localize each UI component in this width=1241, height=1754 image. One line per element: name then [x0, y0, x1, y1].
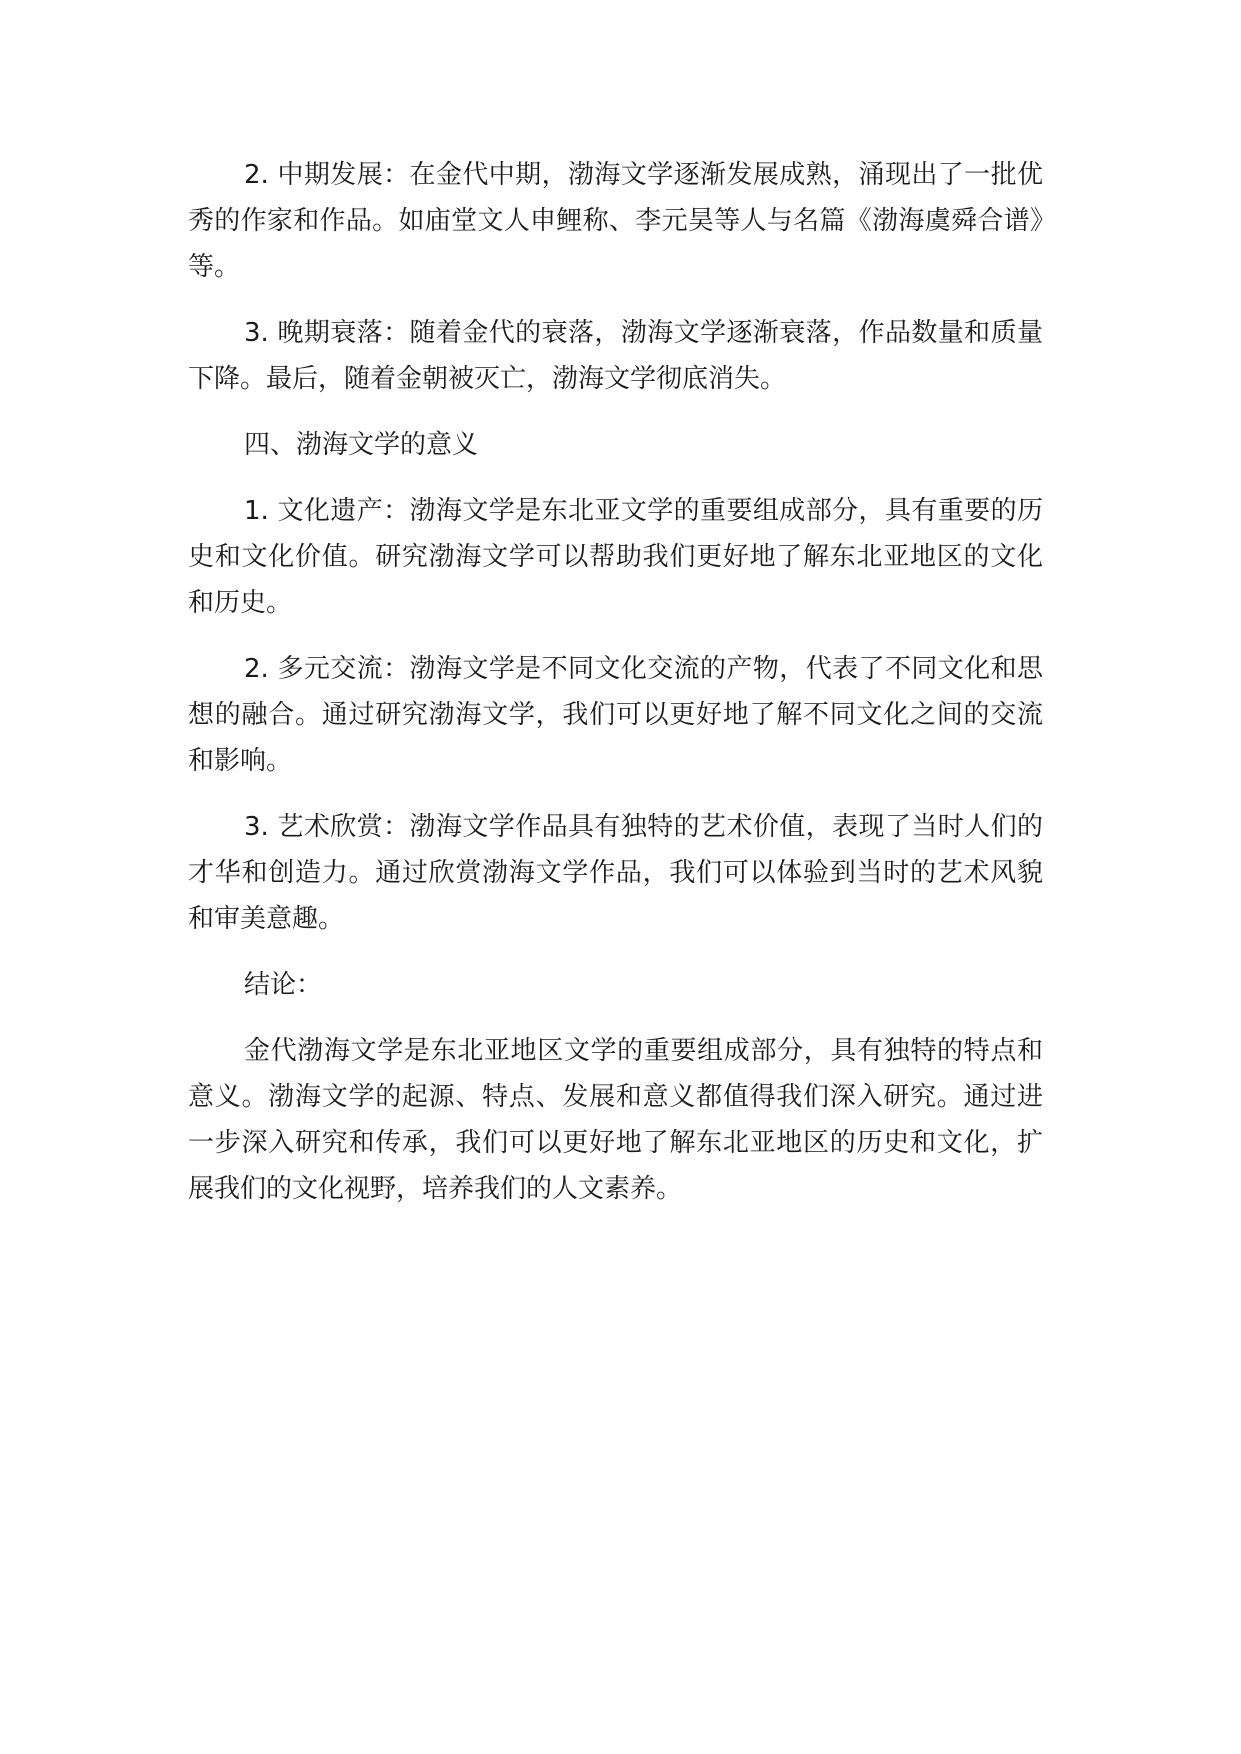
- paragraph-cultural-heritage: 1. 文化遗产：渤海文学是东北亚文学的重要组成部分，具有重要的历史和文化价值。研究渤海文学可以帮助我们更好地了解东北亚地区的文化和历史。: [188, 496, 1043, 618]
- document-body: [188, 152, 1043, 1232]
- paragraph-late-period-decline: 3. 晚期衰落：随着金代的衰落，渤海文学逐渐衰落，作品数量和质量下降。最后，随着金朝被灭亡，渤海文学彻底消失。: [188, 318, 1043, 394]
- paragraph-mid-period-development: 2. 中期发展：在金代中期，渤海文学逐渐发展成熟，涌现出了一批优秀的作家和作品。如庙堂文人申鲤称、李元昊等人与名篇《渤海虞舜合谱》等。: [188, 160, 1043, 282]
- paragraph-multicultural-exchange: 2. 多元交流：渤海文学是不同文化交流的产物，代表了不同文化和思想的融合。通过研究渤海文学，我们可以更好地了解不同文化之间的交流和影响。: [188, 654, 1043, 776]
- section-heading-significance: 四、渤海文学的意义: [244, 430, 479, 460]
- section-heading-conclusion: 结论：: [244, 970, 323, 1000]
- paragraph-conclusion: 金代渤海文学是东北亚地区文学的重要组成部分，具有独特的特点和意义。渤海文学的起源、特点、发展和意义都值得我们深入研究。通过进一步深入研究和传承，我们可以更好地了解东北亚地区的历史和文化，扩展我们的文化视野，培养我们的人文素养。: [188, 1036, 1043, 1204]
- paragraph-art-appreciation: 3. 艺术欣赏：渤海文学作品具有独特的艺术价值，表现了当时人们的才华和创造力。通过欣赏渤海文学作品，我们可以体验到当时的艺术风貌和审美意趣。: [188, 812, 1043, 934]
